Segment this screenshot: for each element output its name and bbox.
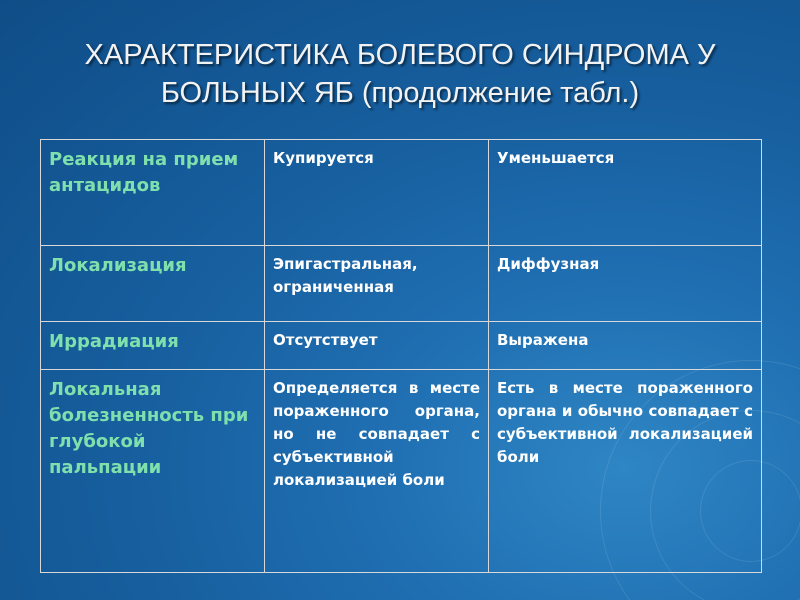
table-row [41,322,762,370]
row-label-irradiation: Иррадиация [41,322,265,370]
slide-title [20,36,780,112]
row-label-antacid-reaction: Реакция на прием антацидов [41,140,265,246]
table-cell: Уменьшается [489,140,762,246]
table-row [41,140,762,246]
table-row [41,370,762,573]
table-cell: Диффузная [489,246,762,322]
table-cell: Есть в месте пораженного органа и обычно совпадает с субъективной локализацией боли [489,370,762,573]
table-cell: Определяется в месте пораженного органа, но не совпадает с субъективной локализацией боли [265,370,489,573]
row-label-local-tenderness: Локальная болезненность при глубокой пальпации [41,370,265,573]
slide-title-line-1: ХАРАКТЕРИСТИКА БОЛЕВОГО СИНДРОМА У [84,39,716,71]
table-cell: Эпигастральная, ограниченная [265,246,489,322]
slide-title-line-2: БОЛЬНЫХ ЯБ (продолжение табл.) [160,77,640,109]
pain-syndrome-table [40,139,762,573]
row-label-localization: Локализация [41,246,265,322]
table-cell: Отсутствует [265,322,489,370]
table-cell: Выражена [489,322,762,370]
table-cell: Купируется [265,140,489,246]
table-row [41,246,762,322]
